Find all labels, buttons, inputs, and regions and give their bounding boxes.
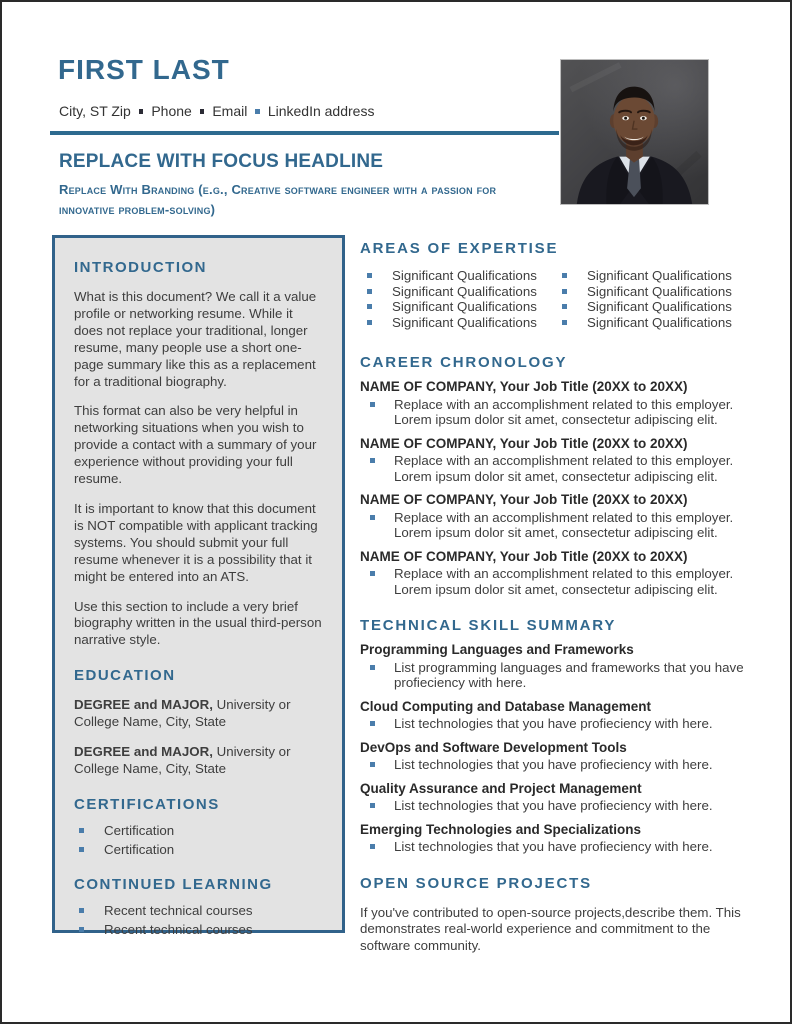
continued-learning-title: CONTINUED LEARNING <box>74 875 273 893</box>
expertise-item: Significant Qualifications <box>555 315 752 331</box>
name-heading: FIRST LAST <box>58 54 230 85</box>
job-bullet: Replace with an accomplishment related to this employer. Lorem ipsum dolor sit amet, consectetur adipiscing elit. <box>360 510 752 541</box>
main-column <box>360 240 752 955</box>
open-source-paragraph: If you've contributed to open-source projects,describe them. This demonstrates real-world experience and commitment to the software community. <box>360 904 741 954</box>
bullet-square-icon <box>370 665 375 670</box>
skill-group-heading: Cloud Computing and Database Management <box>360 698 652 714</box>
expertise-item: Significant Qualifications <box>360 299 555 315</box>
introduction-paragraph: It is important to know that this document is NOT compatible with applicant tracking systems. You should submit your full resume whenever it is a possibility that it might be entered into an ATS. <box>74 500 318 584</box>
areas-of-expertise-title: AREAS OF EXPERTISE <box>360 240 559 257</box>
job-entry <box>360 379 752 428</box>
job-bullet: Replace with an accomplishment related to this employer. Lorem ipsum dolor sit amet, consectetur adipiscing elit. <box>360 397 752 428</box>
skill-group-heading: Programming Languages and Frameworks <box>360 642 634 657</box>
skill-group <box>360 642 752 691</box>
introduction-paragraph: Use this section to include a very brief biography written in the usual third-person narrative style. <box>74 598 322 648</box>
bullet-square-icon <box>367 304 372 309</box>
bullet-square-icon <box>562 304 567 309</box>
areas-of-expertise-section <box>360 240 752 330</box>
job-heading: NAME OF COMPANY, Your Job Title (20XX to 20XX) <box>360 492 688 507</box>
skill-group <box>360 699 752 732</box>
job-entry <box>360 436 752 485</box>
bullet-square-icon <box>370 721 375 726</box>
certification-item: Certification <box>74 842 324 858</box>
bullet-square-icon <box>367 289 372 294</box>
education-entry <box>74 744 324 778</box>
sidebar-panel <box>52 235 345 938</box>
open-source-section <box>360 875 752 956</box>
technical-skill-title: TECHNICAL SKILL SUMMARY <box>360 617 617 634</box>
job-entry <box>360 492 752 541</box>
skill-group <box>360 740 752 773</box>
course-item: Recent technical courses <box>74 903 324 919</box>
introduction-paragraph: This format can also be very helpful in networking situations when you wish to provide a contact with a summary of your experience without providing your full resume. <box>74 403 317 487</box>
continued-learning-list <box>74 903 324 938</box>
job-heading: NAME OF COMPANY, Your Job Title (20XX to 20XX) <box>360 435 688 451</box>
skill-bullet: List technologies that you have profieciency with here. <box>360 716 752 732</box>
bullet-square-icon <box>370 571 375 576</box>
focus-headline: REPLACE WITH FOCUS HEADLINE <box>59 151 384 172</box>
separator-square-icon <box>255 109 260 114</box>
skill-group <box>360 781 752 814</box>
job-entry <box>360 549 752 598</box>
job-heading: NAME OF COMPANY, Your Job Title (20XX to 20XX) <box>360 379 688 394</box>
degree-detail: University or College Name, City, State <box>74 744 291 776</box>
job-heading: NAME OF COMPANY, Your Job Title (20XX to 20XX) <box>360 548 688 564</box>
bullet-square-icon <box>370 844 375 849</box>
certifications-title: CERTIFICATIONS <box>74 795 220 813</box>
course-item: Recent technical courses <box>74 922 324 938</box>
expertise-item: Significant Qualifications <box>360 268 555 284</box>
separator-square-icon <box>139 109 144 114</box>
education-title: EDUCATION <box>74 667 176 685</box>
introduction-title: INTRODUCTION <box>74 259 207 276</box>
expertise-item: Significant Qualifications <box>360 284 555 300</box>
expertise-item: Significant Qualifications <box>555 284 752 300</box>
bullet-square-icon <box>562 320 567 325</box>
job-bullet: Replace with an accomplishment related to this employer. Lorem ipsum dolor sit amet, consectetur adipiscing elit. <box>360 453 752 484</box>
degree-detail: University or College Name, City, State <box>74 697 291 730</box>
expertise-item: Significant Qualifications <box>360 315 555 331</box>
bullet-square-icon <box>370 402 375 407</box>
open-source-title: OPEN SOURCE PROJECTS <box>360 874 592 892</box>
contact-phone: Phone <box>151 103 192 119</box>
skill-bullet: List programming languages and frameworks that you have profieciency with here. <box>360 660 752 691</box>
bullet-square-icon <box>370 515 375 520</box>
bullet-square-icon <box>367 273 372 278</box>
bullet-square-icon <box>562 273 567 278</box>
contact-line <box>59 103 374 119</box>
skill-group-heading: Emerging Technologies and Specializations <box>360 821 642 837</box>
career-chronology-section <box>360 354 752 597</box>
skill-group-heading: DevOps and Software Development Tools <box>360 739 627 755</box>
separator-square-icon <box>200 109 205 114</box>
portrait-photo-illustration <box>561 60 708 204</box>
divider-rule <box>50 131 559 135</box>
bullet-square-icon <box>562 289 567 294</box>
skill-group <box>360 822 752 855</box>
expertise-list <box>360 268 752 330</box>
portrait-photo <box>560 59 709 205</box>
branding-line: Replace With Branding (e.g., Creative software engineer with a passion for innovative problem-solving) <box>59 182 497 217</box>
expertise-item: Significant Qualifications <box>555 268 752 284</box>
bullet-square-icon <box>367 320 372 325</box>
skill-bullet: List technologies that you have profieciency with here. <box>360 757 752 773</box>
certifications-list <box>74 823 324 858</box>
degree-label: DEGREE and MAJOR, <box>74 697 213 713</box>
expertise-item: Significant Qualifications <box>555 299 752 315</box>
introduction-paragraph: What is this document? We call it a value profile or networking resume. While it does not replace your traditional, longer resume, many people use a short one-page summary like this as a replacement for a traditional biography. <box>74 289 317 389</box>
skill-bullet: List technologies that you have profieciency with here. <box>360 798 752 814</box>
certification-item: Certification <box>74 823 324 839</box>
education-entry <box>74 697 324 731</box>
skill-group-heading: Quality Assurance and Project Management <box>360 780 642 796</box>
bullet-square-icon <box>370 458 375 463</box>
bullet-square-icon <box>370 762 375 767</box>
contact-email: Email <box>212 103 248 119</box>
career-chronology-title: CAREER CHRONOLOGY <box>360 354 568 371</box>
bullet-square-icon <box>370 803 375 808</box>
skill-bullet: List technologies that you have profieciency with here. <box>360 839 752 855</box>
degree-label: DEGREE and MAJOR, <box>74 744 213 760</box>
contact-city: City, ST Zip <box>59 103 131 119</box>
contact-linkedin: LinkedIn address <box>267 103 375 119</box>
job-bullet: Replace with an accomplishment related to this employer. Lorem ipsum dolor sit amet, consectetur adipiscing elit. <box>360 566 752 597</box>
technical-skill-section <box>360 617 752 855</box>
